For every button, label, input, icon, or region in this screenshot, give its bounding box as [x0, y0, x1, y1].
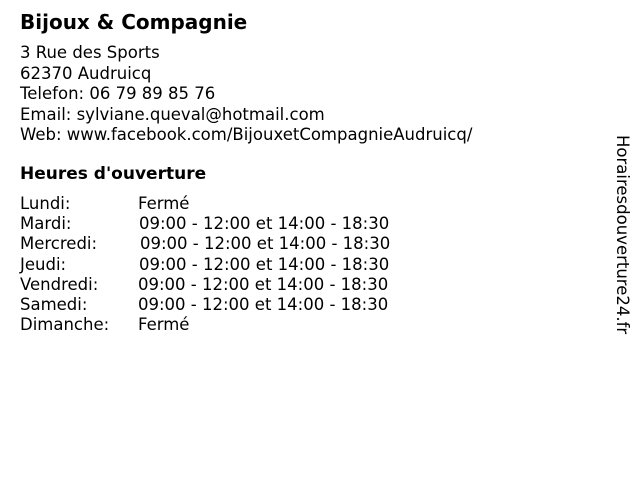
- watermark-site-name: Horairesdouverture24.fr: [613, 135, 632, 335]
- day-label: Mardi:: [20, 214, 72, 234]
- phone-number: Telefon: 06 79 89 85 76: [20, 84, 216, 103]
- hours-value: 09:00 - 12:00 et 14:00 - 18:30: [140, 234, 391, 254]
- day-label: Vendredi:: [20, 274, 99, 294]
- day-label: Samedi:: [20, 294, 88, 314]
- address-street: 3 Rue des Sports: [20, 43, 160, 62]
- email-address: Email: sylviane.queval@hotmail.com: [20, 104, 325, 124]
- hours-value: 09:00 - 12:00 et 14:00 - 18:30: [138, 274, 389, 294]
- day-label: Dimanche:: [20, 315, 110, 335]
- hours-value: 09:00 - 12:00 et 14:00 - 18:30: [139, 254, 390, 274]
- day-label: Jeudi:: [20, 254, 67, 274]
- hours-value: 09:00 - 12:00 et 14:00 - 18:30: [138, 294, 389, 314]
- day-label: Mercredi:: [20, 234, 98, 254]
- hours-value: Fermé: [138, 315, 190, 335]
- day-label: Lundi:: [20, 194, 71, 213]
- website-url: Web: www.facebook.com/BijouxetCompagnieAudruicq/: [20, 125, 473, 144]
- address-city: 62370 Audruicq: [20, 63, 152, 83]
- business-name: Bijoux & Compagnie: [20, 10, 248, 34]
- contact-block: [20, 43, 472, 146]
- hours-value: 09:00 - 12:00 et 14:00 - 18:30: [139, 214, 390, 234]
- hours-value: Fermé: [138, 194, 190, 213]
- hours-heading: Heures d'ouverture: [20, 164, 207, 184]
